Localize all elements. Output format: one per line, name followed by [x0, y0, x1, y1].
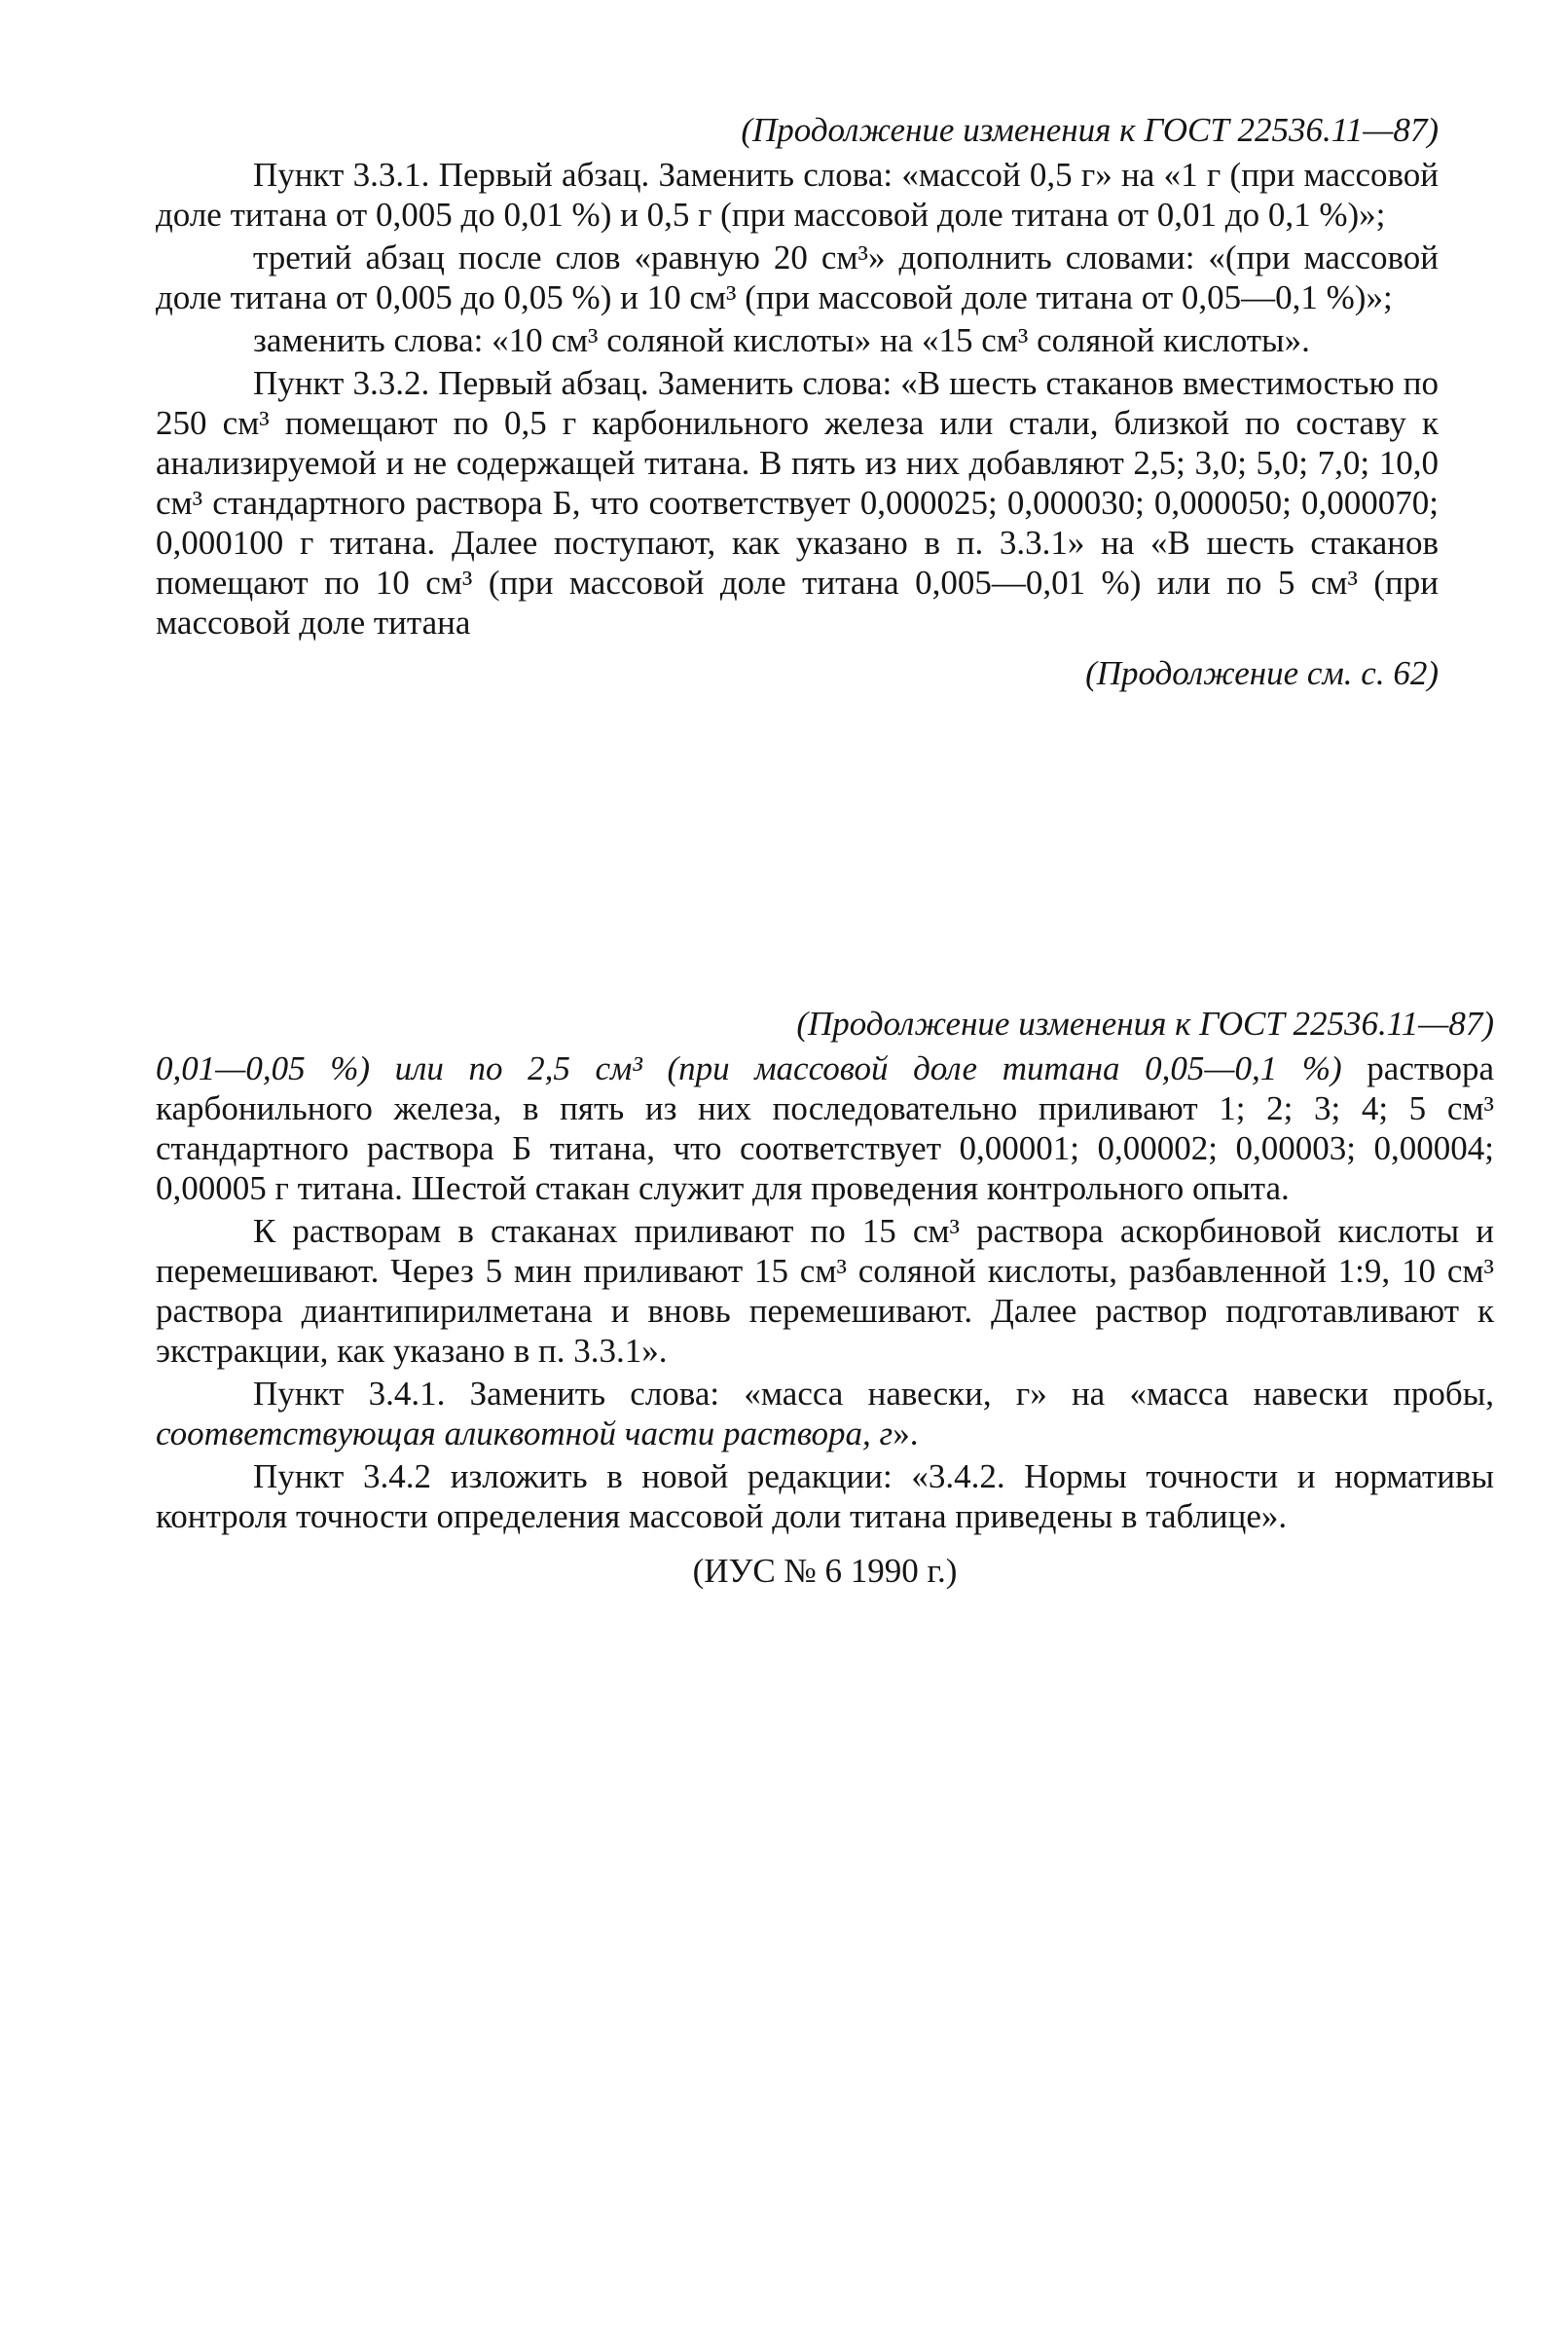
paragraph-continued: [156, 1048, 1494, 1208]
fragment-first: [156, 109, 1439, 643]
paragraph-3-4-1: [156, 1374, 1494, 1453]
paragraph-third-abzac: третий абзац после слов «равную 20 см³» дополнить словами: «(при массовой доле титана от 0,005 до 0,05 %) и 10 см³ (при массовой доле титана от 0,05—0,1 %)»;: [156, 239, 1439, 316]
continuation-header-2: (Продолжение изменения к ГОСТ 22536.11—87): [796, 1005, 1494, 1043]
paragraph-3-3-2: Пункт 3.3.2. Первый абзац. Заменить слова: «В шесть стаканов вместимостью по 250 см³ помещают по 0,5 г карбонильного железа или стали, близкой по составу к анализируемой и не содержащей титана. В пять из них добавляют 2,5; 3,0; 5,0; 7,0; 10,0 см³ стандартного раствора Б, что соответствует 0,000025; 0,000030; 0,000050; 0,000070; 0,000100 г титана. Далее поступают, как указано в п. 3.3.1» на «В шесть стаканов помещают по 10 см³ (при массовой доле титана 0,005—0,01 %) или по 5 см³ (при массовой доле титана: [156, 364, 1439, 642]
continued-text: раствора карбонильного железа, в пять из них последовательно приливают 1; 2; 3; 4; 5 см³ стандартного раствора Б титана, что соответствует 0,00001; 0,00002; 0,00003; 0,00004; 0,00005 г титана. Шестой стакан служит для проведения контрольного опыта.: [156, 1049, 1494, 1207]
paragraph-3-3-1: Пункт 3.3.1. Первый абзац. Заменить слова: «массой 0,5 г» на «1 г (при массовой доле титана от 0,005 до 0,01 %) и 0,5 г (при массовой доле титана от 0,01 до 0,1 %)»;: [156, 156, 1439, 234]
p341-end: ».: [893, 1414, 919, 1452]
p341-italic: соответствующая аликвотной части раствора, г: [156, 1414, 893, 1452]
paragraph-solutions: К растворам в стаканах приливают по 15 см³ раствора аскорбиновой кислоты и перемешивают. Через 5 мин приливают 15 см³ соляной кислоты, разбавленной 1:9, 10 см³ раствора диантипирилметана и вновь перемешивают. Далее раствор подготавливают к экстракции, как указано в п. 3.3.1».: [156, 1212, 1494, 1370]
p341-start: Пункт 3.4.1. Заменить слова: «масса навески, г» на «масса навески пробы,: [253, 1375, 1494, 1413]
continuation-note: (Продолжение см. с. 62): [1085, 654, 1439, 692]
fragment-second: [156, 1003, 1494, 1536]
continued-italic-fragment: 0,01—0,05 %) или по 2,5 см³ (при массовой доле титана 0,05—0,1 %): [156, 1049, 1342, 1087]
paragraph-replace-words: заменить слова: «10 см³ соляной кислоты» на «15 см³ соляной кислоты».: [253, 321, 1310, 359]
paragraph-3-4-2: Пункт 3.4.2 изложить в новой редакции: «3.4.2. Нормы точности и нормативы контроля точности определения массовой доли титана приведены в таблице».: [156, 1457, 1494, 1535]
continuation-header: (Продолжение изменения к ГОСТ 22536.11—87): [741, 111, 1439, 149]
source-reference: (ИУС № 6 1990 г.): [692, 1552, 958, 1590]
